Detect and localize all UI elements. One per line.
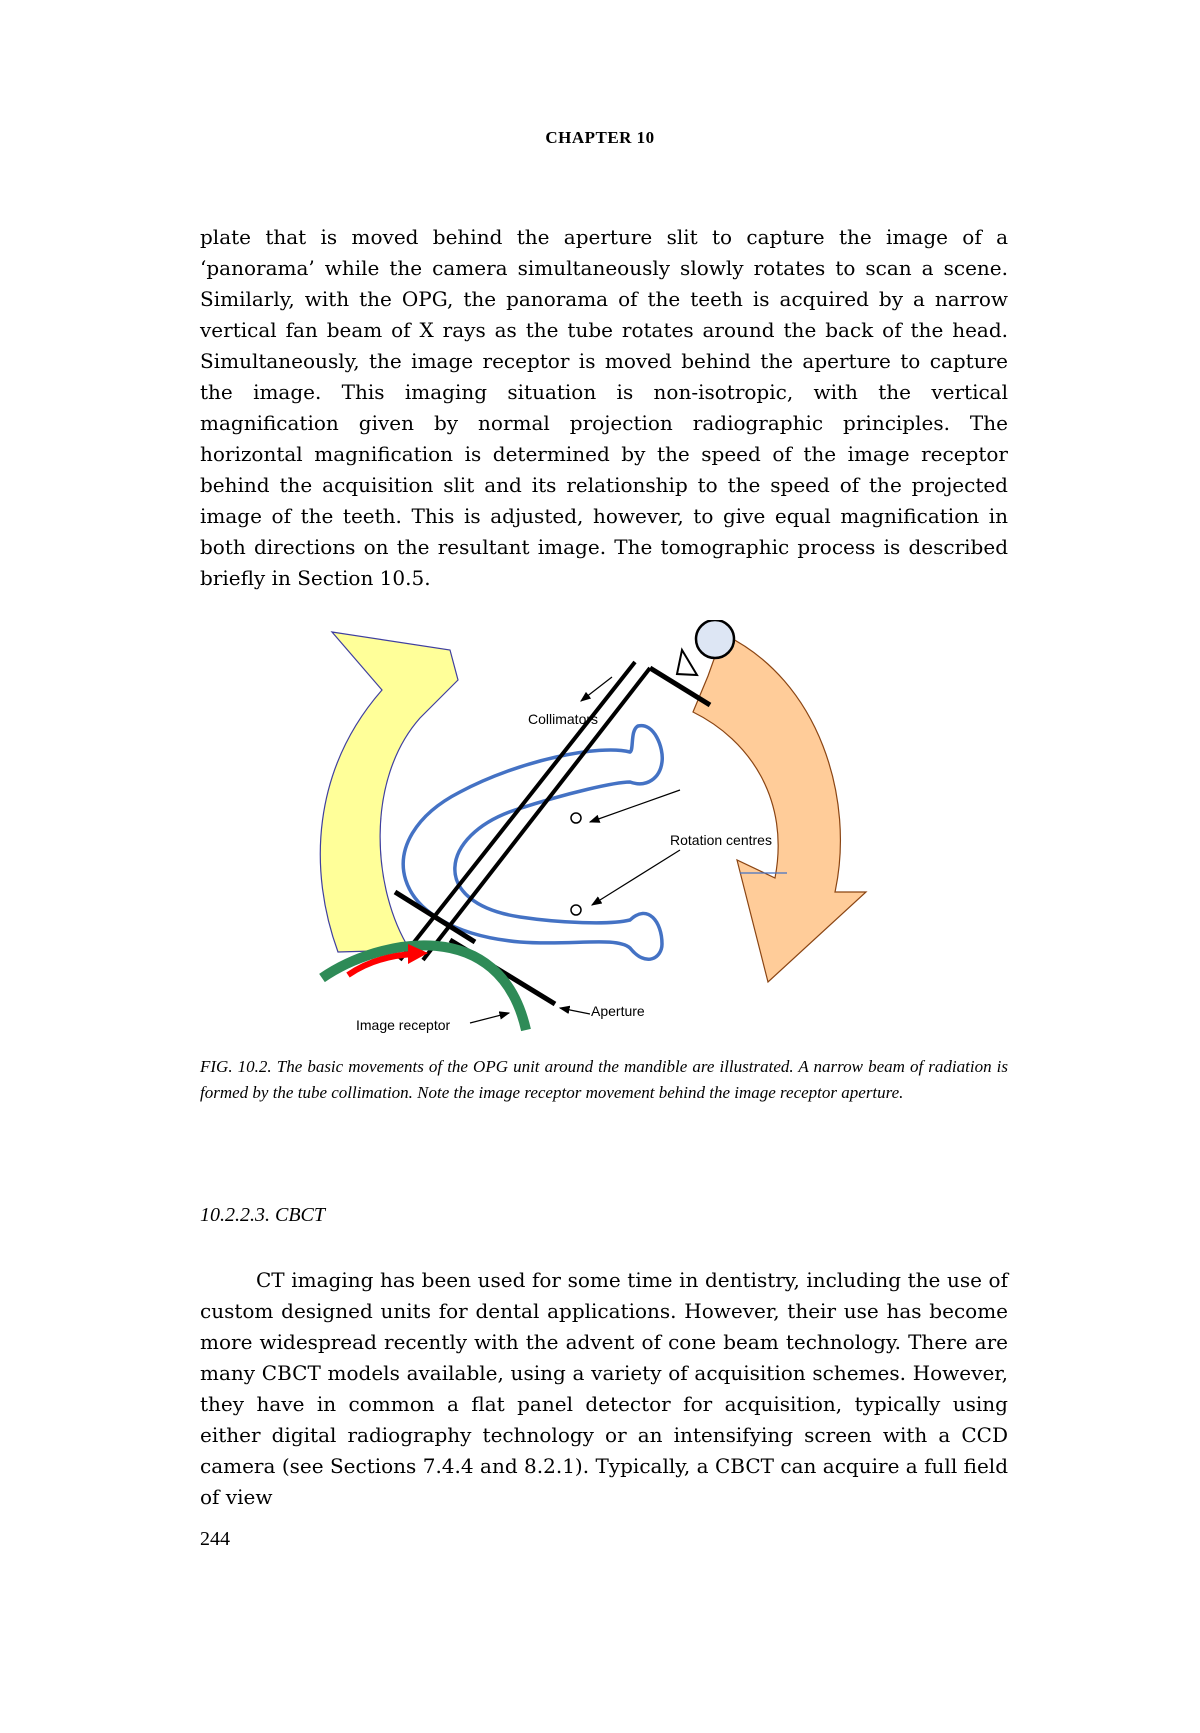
aperture-label: Aperture bbox=[591, 1003, 645, 1019]
body-paragraph-2: CT imaging has been used for some time in dentistry, including the use of custom designed units for dental applications. However, their use has become more widespread recently with the advent of cone beam technology. There are many CBCT models available, using a variety of acquisition schemes. However, they have in common a flat panel detector for acquisition, typically using either digital radiography technology or an intensifying screen with a CCD camera (see Sections 7.4.4 and 8.2.1). Typically, a CBCT can acquire a full field of view bbox=[200, 1268, 1008, 1509]
collimators-label: Collimators bbox=[528, 711, 599, 727]
right-rotation-arrow bbox=[693, 634, 866, 982]
opg-figure bbox=[300, 620, 920, 1045]
rotation-centres-label: Rotation centres bbox=[670, 832, 772, 848]
chapter-header: CHAPTER 10 bbox=[545, 128, 655, 147]
image-receptor-label: Image receptor bbox=[356, 1017, 451, 1033]
page-number: 244 bbox=[200, 1528, 230, 1550]
body-paragraph-1: plate that is moved behind the aperture slit to capture the image of a ‘panorama’ while the camera simultaneously slowly rotates to scan a scene. Similarly, with the OPG, the panorama of the teeth is acquired by a narrow vertical fan beam of X rays as the tube rotates around the back of the head. Simultaneously, the image receptor is moved behind the aperture to capture the image. This imaging situation is non-isotropic, with the vertical magnification given by normal projection radiographic principles. The horizontal magnification is determined by the speed of the image receptor behind the acquisition slit and its relationship to the speed of the projected image of the teeth. This is adjusted, however, to give equal magnification in both directions on the resultant image. The tomographic process is described briefly in Section 10.5. bbox=[200, 225, 1008, 590]
figure-caption: FIG. 10.2. The basic movements of the OPG unit around the mandible are illustrated. A narrow beam of radiation is formed by the tube collimation. Note the image receptor movement behind the image receptor aperture. bbox=[200, 1057, 1008, 1102]
left-rotation-arrow bbox=[320, 632, 458, 952]
section-heading: 10.2.2.3. CBCT bbox=[200, 1204, 326, 1226]
